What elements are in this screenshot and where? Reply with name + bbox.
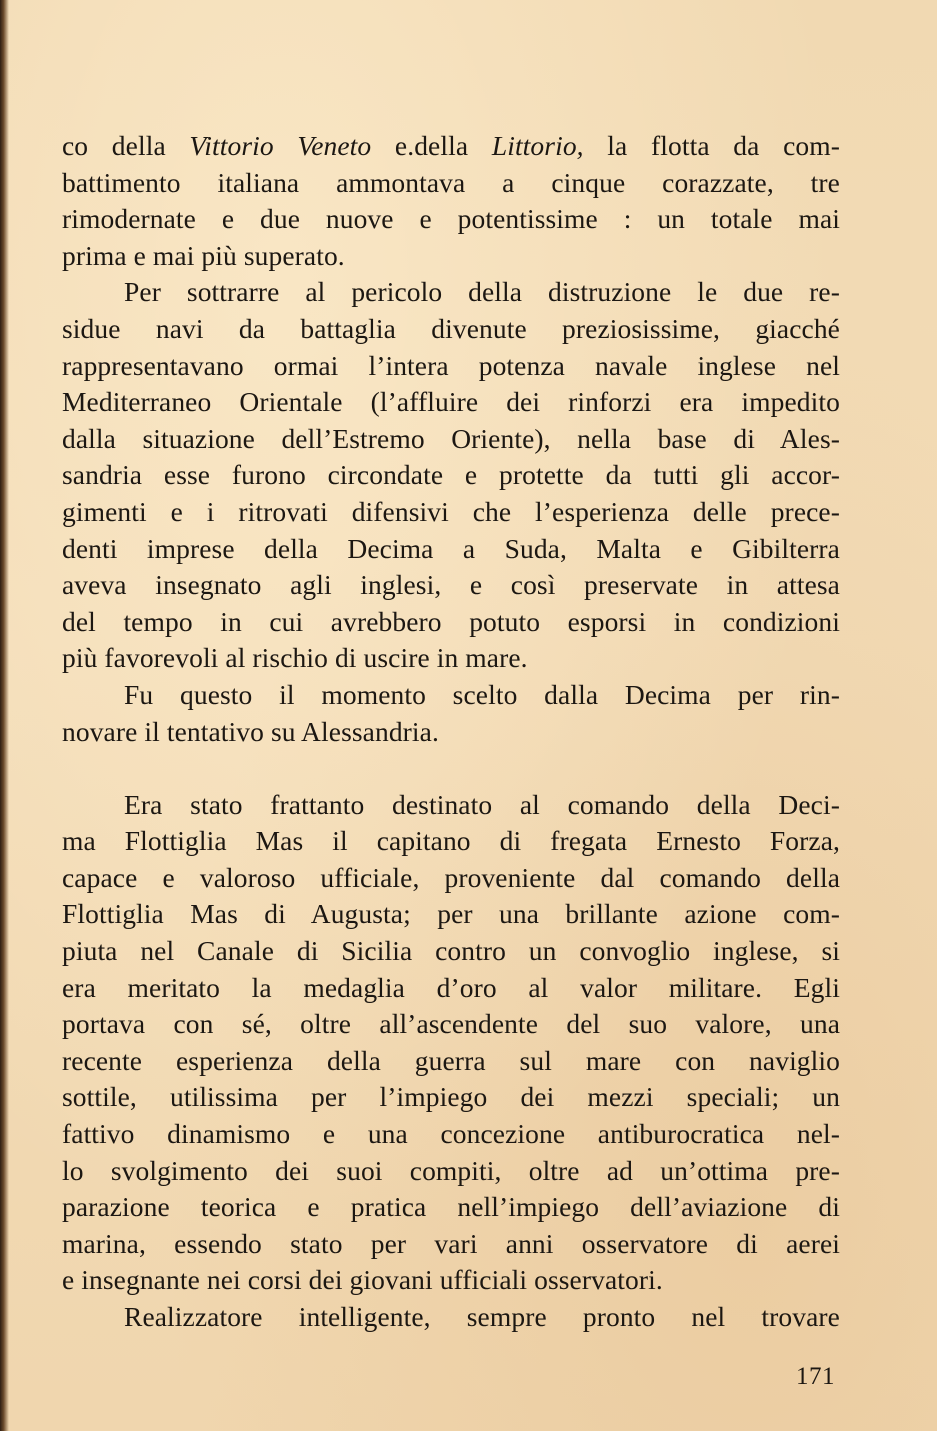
section-break xyxy=(62,750,840,787)
paragraph xyxy=(62,787,840,1299)
ship-name: Littorio, xyxy=(491,130,584,161)
paragraph xyxy=(62,677,840,750)
paragraph xyxy=(62,1299,840,1336)
text-line xyxy=(62,1299,840,1336)
text-segment: Flottiglia Mas di Augusta; per una brillante azione com- xyxy=(62,898,840,930)
text-segment: gimenti e i ritrovati difensivi che l’esperienza delle prece- xyxy=(62,495,840,527)
text-line xyxy=(62,1079,840,1116)
text-segment: del tempo in cui avrebbero potuto esporsi in condizioni xyxy=(62,605,840,637)
text-segment: Era stato frattanto destinato al comando della Deci- xyxy=(124,788,840,820)
text-line xyxy=(62,1189,840,1226)
text-line xyxy=(62,604,840,641)
book-binding-edge xyxy=(0,0,9,1431)
text-line xyxy=(62,1226,840,1263)
text-segment: Mediterraneo Orientale (l’affluire dei rinforzi era impedito xyxy=(62,386,840,418)
text-segment: la flotta da com- xyxy=(583,130,840,161)
ship-name: Vittorio Veneto xyxy=(189,130,372,161)
text-line xyxy=(62,860,840,897)
text-line xyxy=(62,714,840,751)
text-segment: fattivo dinamismo e una concezione antiburocratica nel- xyxy=(62,1118,840,1150)
text-segment: Fu questo il momento scelto dalla Decima per rin- xyxy=(124,678,840,710)
text-segment: aveva insegnato agli inglesi, e così preservate in attesa xyxy=(62,569,840,601)
text-line xyxy=(62,640,840,677)
text-line xyxy=(62,896,840,933)
text-line xyxy=(62,384,840,421)
text-line xyxy=(62,531,840,568)
text-segment: era meritato la medaglia d’oro al valor militare. Egli xyxy=(62,971,840,1003)
text-line xyxy=(62,567,840,604)
text-segment: marina, essendo stato per vari anni osservatore di aerei xyxy=(62,1227,840,1259)
text-line xyxy=(62,421,840,458)
text-line xyxy=(62,1006,840,1043)
text-line xyxy=(62,1153,840,1190)
text-line xyxy=(62,494,840,531)
paragraph xyxy=(62,128,840,274)
text-segment: prima e mai più superato. xyxy=(62,239,345,271)
text-segment: battimento italiana ammontava a cinque corazzate, tre xyxy=(62,166,840,198)
text-segment: e insegnante nei corsi dei giovani ufficiali osservatori. xyxy=(62,1264,663,1296)
text-line xyxy=(62,787,840,824)
body-text xyxy=(62,128,840,1336)
text-line xyxy=(62,457,840,494)
text-segment: capace e valoroso ufficiale, proveniente dal comando della xyxy=(62,861,840,893)
text-line xyxy=(62,274,840,311)
text-line xyxy=(62,1043,840,1080)
text-line xyxy=(62,238,840,275)
text-segment: sottile, utilissima per l’impiego dei mezzi speciali; un xyxy=(62,1081,840,1113)
text-line xyxy=(62,128,840,165)
paragraph xyxy=(62,274,840,677)
text-line xyxy=(62,677,840,714)
text-line xyxy=(62,970,840,1007)
text-segment: parazione teorica e pratica nell’impiego dell’aviazione di xyxy=(62,1191,840,1223)
text-segment: co della xyxy=(62,130,190,161)
text-line xyxy=(62,1262,840,1299)
page-number: 171 xyxy=(796,1363,835,1390)
text-segment: ma Flottiglia Mas il capitano di fregata Ernesto Forza, xyxy=(62,825,840,857)
text-segment: dalla situazione dell’Estremo Oriente), nella base di Ales- xyxy=(62,422,840,454)
text-segment: più favorevoli al rischio di uscire in mare. xyxy=(62,642,528,674)
text-line xyxy=(62,311,840,348)
text-line xyxy=(62,933,840,970)
text-segment: portava con sé, oltre all’ascendente del suo valore, una xyxy=(62,1008,840,1040)
text-segment: recente esperienza della guerra sul mare con naviglio xyxy=(62,1044,840,1076)
text-segment: lo svolgimento dei suoi compiti, oltre ad un’ottima pre- xyxy=(62,1154,840,1186)
text-segment: rimodernate e due nuove e potentissime : un totale mai xyxy=(62,203,840,235)
text-line xyxy=(62,348,840,385)
text-segment: sandria esse furono circondate e protette da tutti gli accor- xyxy=(62,459,840,491)
text-line xyxy=(62,823,840,860)
text-segment: sidue navi da battaglia divenute preziosissime, giacché xyxy=(62,312,840,344)
text-segment: Per sottrarre al pericolo della distruzione le due re- xyxy=(124,276,840,308)
text-line xyxy=(62,201,840,238)
text-segment: rappresentavano ormai l’intera potenza navale inglese nel xyxy=(62,349,840,381)
text-segment: Realizzatore intelligente, sempre pronto nel trovare xyxy=(124,1301,840,1332)
text-segment: denti imprese della Decima a Suda, Malta e Gibilterra xyxy=(62,532,840,564)
text-segment: novare il tentativo su Alessandria. xyxy=(62,715,439,747)
text-segment: e.della xyxy=(371,130,492,161)
text-line xyxy=(62,1116,840,1153)
text-segment: piuta nel Canale di Sicilia contro un convoglio inglese, si xyxy=(62,935,840,967)
text-line xyxy=(62,165,840,202)
